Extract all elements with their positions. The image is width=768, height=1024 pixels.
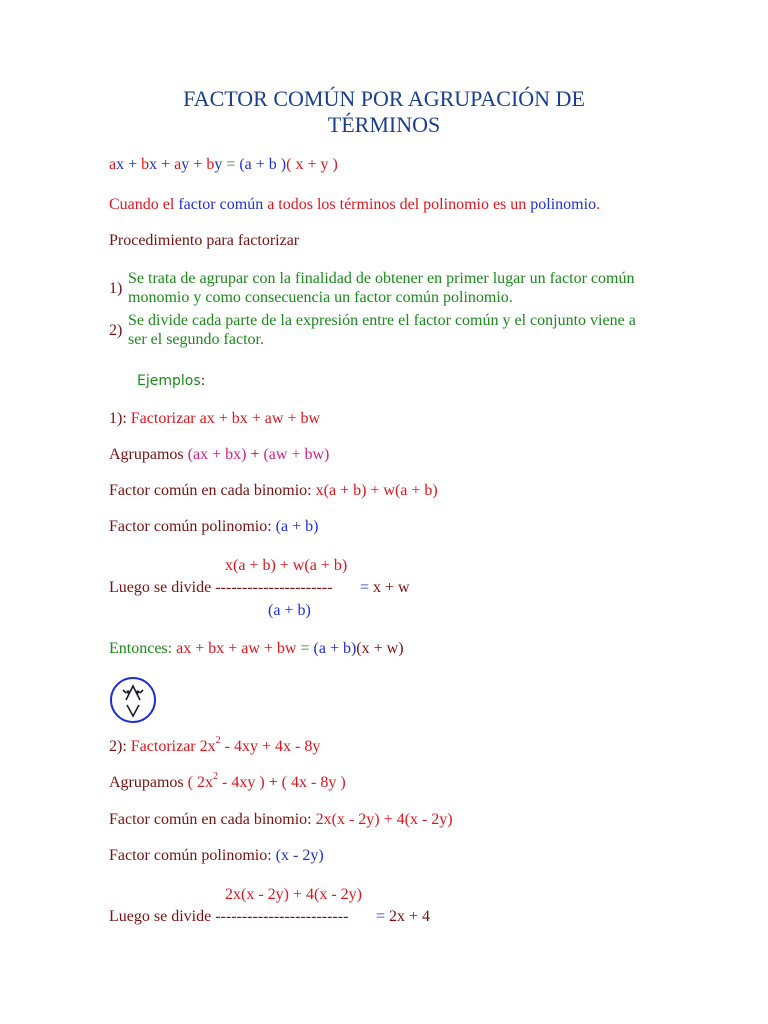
examples-label bbox=[137, 371, 205, 391]
general-formula bbox=[109, 155, 338, 175]
equals-sign: = bbox=[226, 156, 240, 173]
division-line bbox=[109, 907, 348, 927]
smiley-face-icon bbox=[109, 676, 157, 724]
equals-sign: = bbox=[296, 640, 314, 657]
result-value: x + w bbox=[373, 579, 410, 596]
examples-colon: : bbox=[200, 373, 206, 389]
equals-sign: = bbox=[360, 579, 374, 596]
step-label: Agrupamos bbox=[109, 774, 188, 791]
factor-1: (a + b) bbox=[313, 640, 357, 657]
expression-part: Factorizar 2x bbox=[130, 738, 216, 755]
step-label: Factor común polinomio: bbox=[109, 847, 276, 864]
step-value: (x - 2y) bbox=[275, 847, 324, 864]
plus-sign: + bbox=[264, 774, 282, 791]
group-expression: (aw + bw) bbox=[263, 446, 330, 463]
group-expression bbox=[187, 770, 265, 791]
example-1-binomial-factor bbox=[109, 481, 438, 501]
example-number: 1): bbox=[109, 410, 131, 427]
factor-2: (x + w) bbox=[356, 640, 404, 657]
step-label: Factor común en cada binomio: bbox=[109, 482, 316, 499]
term: x + bbox=[116, 156, 142, 173]
definition-part: Cuando el bbox=[109, 196, 179, 213]
definition-part: . bbox=[596, 196, 601, 213]
term: y bbox=[214, 156, 227, 173]
term: y + bbox=[181, 156, 207, 173]
expression-part: - 4xy + 4x - 8y bbox=[220, 738, 321, 755]
term: b bbox=[141, 156, 150, 173]
page-title-line2: TÉRMINOS bbox=[327, 112, 441, 137]
division-result bbox=[376, 907, 430, 927]
division-result bbox=[360, 578, 410, 598]
examples-word: Ejemplos bbox=[137, 373, 201, 389]
exponent: 2 bbox=[212, 770, 218, 782]
division-numerator: x(a + b) + w(a + b) bbox=[225, 557, 348, 574]
example-expression bbox=[130, 734, 321, 755]
step-value: (a + b) bbox=[275, 518, 319, 535]
division-line bbox=[109, 578, 332, 598]
division-numerator: 2x(x - 2y) + 4(x - 2y) bbox=[225, 886, 362, 903]
example-1-conclusion bbox=[109, 639, 404, 659]
factor-1: (a + b ) bbox=[239, 156, 287, 173]
example-1-heading bbox=[109, 409, 320, 429]
conclusion-label: Entonces: bbox=[109, 640, 177, 657]
fraction-bar: ---------------------- bbox=[215, 579, 333, 596]
example-1-polynomial-factor bbox=[109, 517, 318, 537]
definition-keyword: común bbox=[219, 196, 264, 213]
procedure-title: Procedimiento para factorizar bbox=[109, 232, 300, 249]
definition-text bbox=[109, 195, 600, 215]
term: a bbox=[174, 156, 182, 173]
plus-sign: + bbox=[246, 446, 264, 463]
step-value: x(a + b) + w(a + b) bbox=[315, 482, 438, 499]
group-expression: (ax + bx) bbox=[187, 446, 247, 463]
example-expression: Factorizar ax + bx + aw + bw bbox=[130, 410, 321, 427]
example-number: 2): bbox=[109, 738, 131, 755]
result-value: 2x + 4 bbox=[389, 908, 431, 925]
step-value: 2x(x - 2y) + 4(x - 2y) bbox=[315, 811, 453, 828]
step-label: Luego se divide bbox=[109, 908, 216, 925]
step-text: Se trata de agrupar con la finalidad de obtener en primer lugar un factor común monomio y como consecuencia un factor común polinomio. bbox=[128, 270, 635, 306]
definition-part: a todos los términos del polinomio es un bbox=[263, 196, 531, 213]
step-number: 1) bbox=[109, 280, 123, 297]
example-2-binomial-factor bbox=[109, 810, 453, 830]
division-denominator: (a + b) bbox=[268, 602, 311, 619]
step-label: Luego se divide bbox=[109, 579, 216, 596]
conclusion-expression: ax + bx + aw + bw bbox=[176, 640, 297, 657]
exponent: 2 bbox=[215, 734, 221, 746]
example-2-polynomial-factor bbox=[109, 846, 324, 866]
factor-2: ( x + y ) bbox=[286, 156, 338, 173]
equals-sign: = bbox=[376, 908, 390, 925]
step-label: Factor común en cada binomio: bbox=[109, 811, 316, 828]
definition-keyword: factor bbox=[178, 196, 216, 213]
group-expression: ( 4x - 8y ) bbox=[281, 774, 346, 791]
term: x + bbox=[149, 156, 175, 173]
example-2-heading bbox=[109, 734, 321, 757]
step-text: Se divide cada parte de la expresión entre el factor común y el conjunto viene a ser el segundo factor. bbox=[128, 312, 636, 348]
expression-part: ( 2x bbox=[187, 774, 213, 791]
expression-part: - 4xy ) bbox=[217, 774, 265, 791]
term: a bbox=[109, 156, 117, 173]
step-label: Factor común polinomio: bbox=[109, 518, 276, 535]
step-number: 2) bbox=[109, 322, 123, 339]
definition-keyword: polinomio bbox=[530, 196, 597, 213]
fraction-bar: ------------------------- bbox=[215, 908, 349, 925]
example-1-grouping bbox=[109, 445, 329, 465]
page-title-line1: FACTOR COMÚN POR AGRUPACIÓN DE bbox=[183, 86, 585, 111]
term: b bbox=[206, 156, 215, 173]
step-label: Agrupamos bbox=[109, 446, 188, 463]
example-2-grouping bbox=[109, 770, 346, 793]
